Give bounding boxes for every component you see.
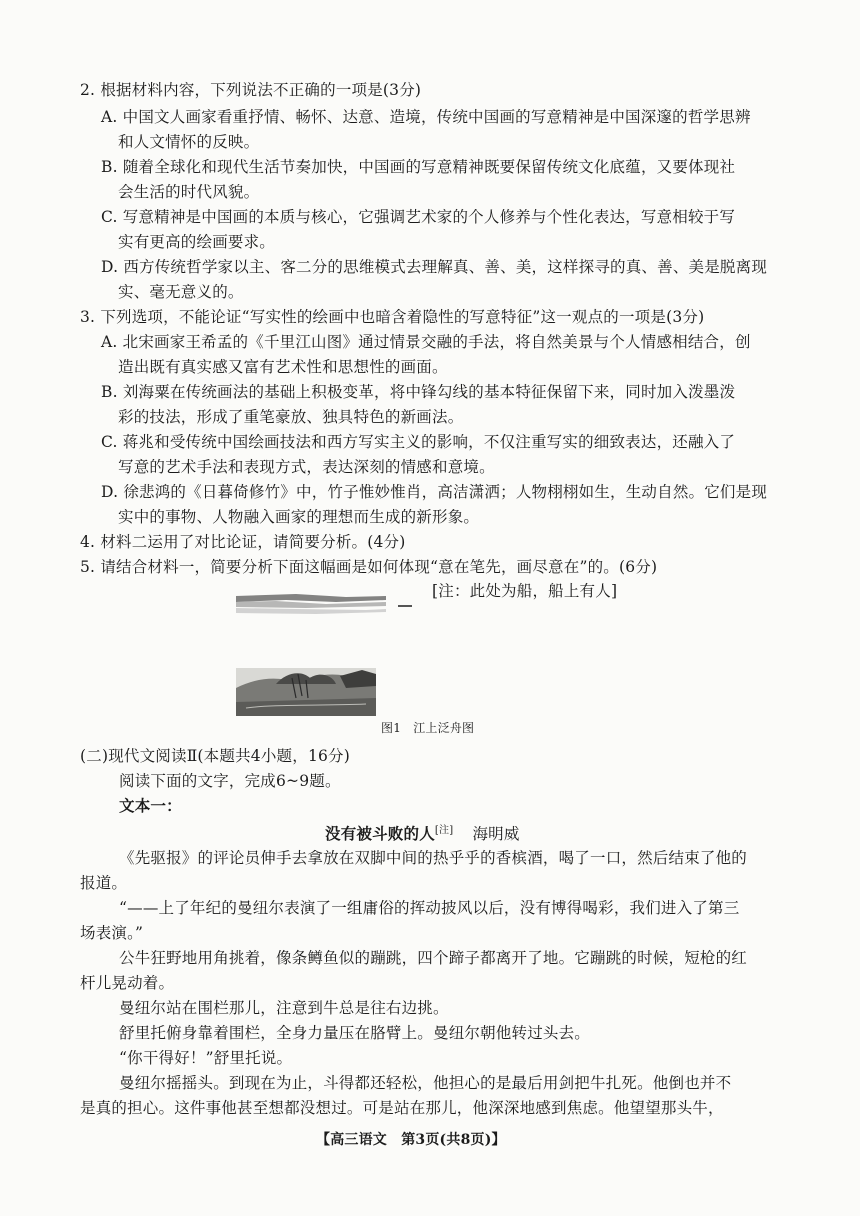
story-paragraph-5: 舒里托俯身靠着围栏，全身力量压在胳臂上。曼纽尔朝他转过头去。 (119, 1024, 591, 1042)
question-2-stem: 2. 根据材料内容，下列说法不正确的一项是(3分) (80, 81, 422, 99)
question-5: 5. 请结合材料一，简要分析下面这幅画是如何体现“意在笔先，画尽意在”的。(6分) (80, 558, 658, 576)
question-2-option-b: B. 随着全球化和现代生活节奏加快，中国画的写意精神既要保留传统文化底蕴，又要体现社 (101, 158, 736, 176)
question-2-option-b-cont: 会生活的时代风貌。 (118, 183, 260, 201)
question-3-option-c: C. 蒋兆和受传统中国绘画技法和西方写实主义的影响，不仅注重写实的细致表达，还融入了 (101, 433, 736, 451)
story-author: 海明威 (472, 825, 520, 844)
figure-note: [注：此处为船，船上有人] (432, 582, 618, 600)
figure-caption: 图1 江上泛舟图 (381, 721, 475, 735)
story-title-line (325, 821, 520, 844)
story-paragraph-7-cont: 是真的担心。这件事他甚至想都没想过。可是站在那儿，他深深地感到焦虑。他望望那头牛， (80, 1099, 724, 1117)
question-4: 4. 材料二运用了对比论证，请简要分析。(4分) (80, 533, 406, 551)
question-3-option-d: D. 徐悲鸿的《日暮倚修竹》中，竹子惟妙惟肖，高洁潇洒；人物栩栩如生，生动自然。它们是现 (101, 483, 768, 501)
story-paragraph-1-cont: 报道。 (80, 874, 128, 892)
story-paragraph-3-cont: 杆儿晃动着。 (80, 974, 175, 992)
section-heading: (二)现代文阅读Ⅱ(本题共4小题，16分) (80, 747, 351, 765)
note-mark: [注] (434, 825, 454, 836)
question-3-option-c-cont: 写意的艺术手法和表现方式，表达深刻的情感和意境。 (118, 458, 495, 476)
question-2-option-d: D. 西方传统哲学家以主、客二分的思维模式去理解真、善、美，这样探寻的真、善、美是脱离现 (101, 258, 768, 276)
story-paragraph-4: 曼纽尔站在围栏那儿，注意到牛总是往右边挑。 (119, 999, 449, 1017)
story-paragraph-7: 曼纽尔摇摇头。到现在为止，斗得都还轻松，他担心的是最后用剑把牛扎死。他倒也并不 (119, 1074, 732, 1092)
story-paragraph-2-cont: 场表演。” (80, 924, 144, 942)
page-footer: 【高三语文 第3页(共8页)】 (316, 1132, 506, 1148)
question-2-option-a: A. 中国文人画家看重抒情、畅怀、达意、造境，传统中国画的写意精神是中国深邃的哲学思辨 (101, 108, 751, 126)
question-2-option-c-cont: 实有更高的绘画要求。 (118, 233, 276, 251)
text-one-label: 文本一： (119, 796, 182, 815)
question-3-option-d-cont: 实中的事物、人物融入画家的理想而生成的新形象。 (118, 508, 480, 526)
story-paragraph-1: 《先驱报》的评论员伸手去拿放在双脚中间的热乎乎的香槟酒，喝了一口，然后结束了他的 (119, 849, 748, 867)
painting-top-fragment (236, 588, 386, 618)
story-paragraph-6: “你干得好！”舒里托说。 (119, 1049, 293, 1067)
boat-icon (398, 594, 412, 600)
question-3-stem: 3. 下列选项，不能论证“写实性的绘画中也暗含着隐性的写意特征”这一观点的一项是(3分) (80, 308, 705, 326)
section-instruction: 阅读下面的文字，完成6~9题。 (119, 772, 341, 790)
story-paragraph-3: 公牛狂野地用角挑着，像条鳟鱼似的蹦跳，四个蹄子都离开了地。它蹦跳的时候，短枪的红 (119, 949, 748, 967)
question-2-option-a-cont: 和人文情怀的反映。 (118, 133, 260, 151)
question-2-option-c: C. 写意精神是中国画的本质与核心，它强调艺术家的个人修养与个性化表达，写意相较于写 (101, 208, 736, 226)
painting-bottom-fragment (236, 668, 376, 716)
story-title: 没有被斗败的人 (325, 824, 435, 844)
question-3-option-a: A. 北宋画家王希孟的《千里江山图》通过情景交融的手法，将自然美景与个人情感相结合，创 (101, 333, 751, 351)
story-paragraph-2: “——上了年纪的曼纽尔表演了一组庸俗的挥动披风以后，没有博得喝彩，我们进入了第三 (119, 899, 740, 917)
question-2-option-d-cont: 实、毫无意义的。 (118, 283, 244, 301)
question-3-option-b-cont: 彩的技法，形成了重笔豪放、独具特色的新画法。 (118, 408, 464, 426)
question-3-option-a-cont: 造出既有真实感又富有艺术性和思想性的画面。 (118, 358, 448, 376)
question-3-option-b: B. 刘海粟在传统画法的基础上积极变革，将中锋勾线的基本特征保留下来，同时加入泼墨泼 (101, 383, 736, 401)
